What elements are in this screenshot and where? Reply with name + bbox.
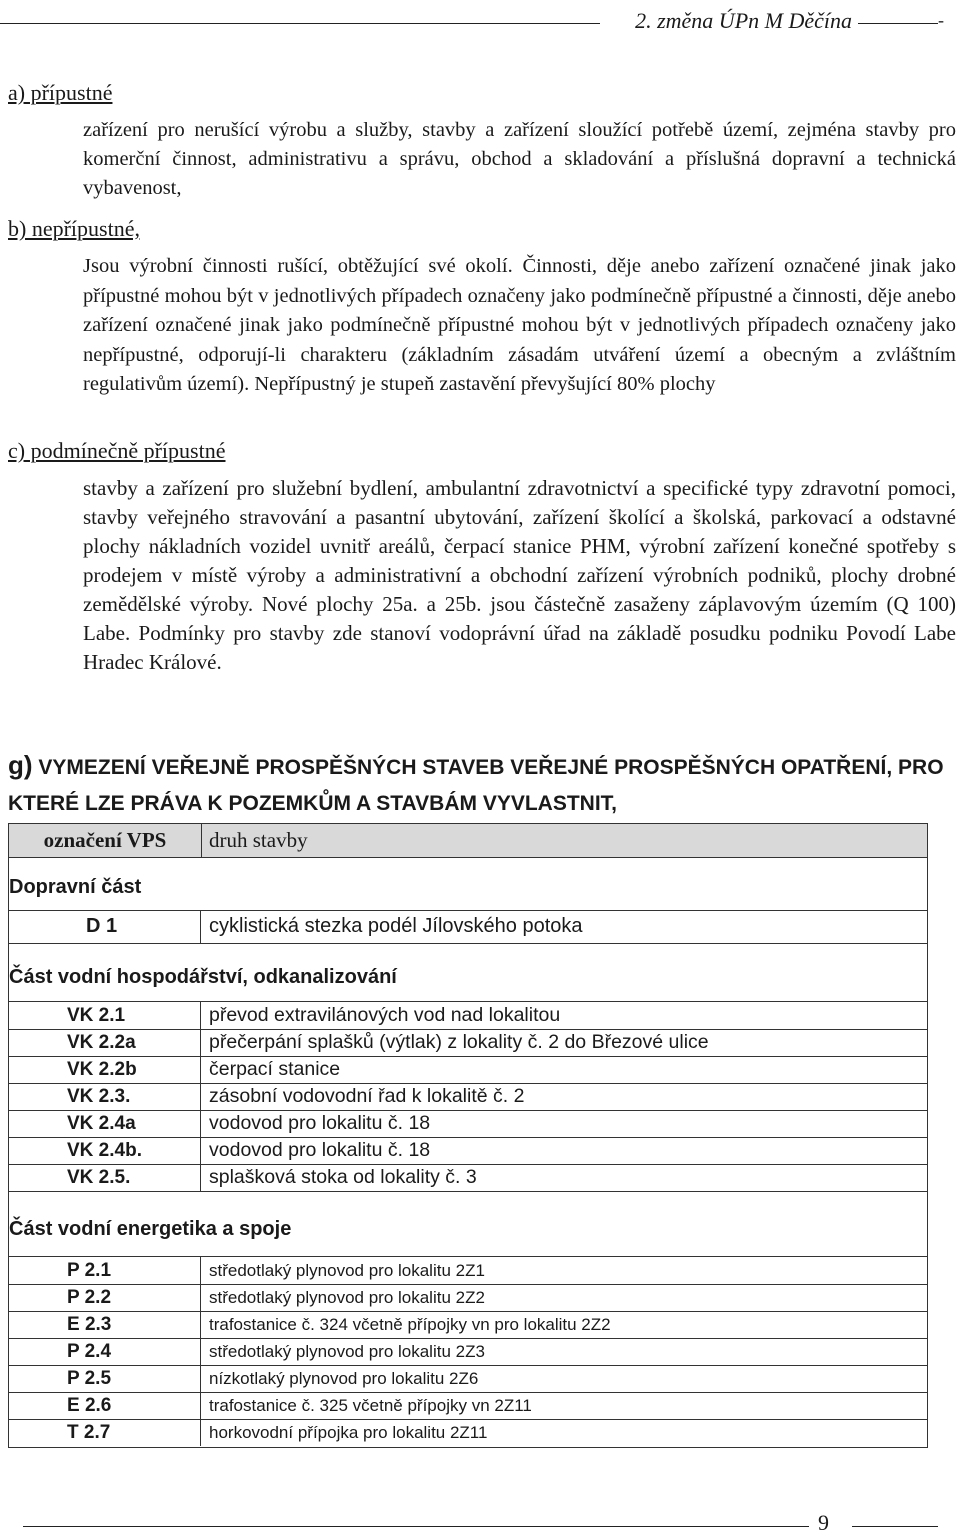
heading-c-conditional: c) podmínečně přípustné [8,438,226,463]
vps-table [8,823,928,1448]
row-code: VK 2.5. [9,1164,201,1191]
row-code: VK 2.4a [9,1110,201,1137]
row-code: VK 2.2b [9,1056,201,1083]
header-rule-right [858,23,938,24]
row-desc: čerpací stanice [209,1058,341,1080]
row-code: P 2.1 [9,1257,201,1284]
row-desc: trafostanice č. 325 včetně přípojky vn 2Z11 [209,1396,532,1415]
table-row [9,1311,927,1339]
table-row [9,910,927,944]
footer-rule [23,1526,809,1527]
row-desc: nízkotlaký plynovod pro lokalitu 2Z6 [209,1369,479,1388]
row-desc: horkovodní přípojka pro lokalitu 2Z11 [209,1423,488,1442]
row-code: P 2.4 [9,1338,201,1365]
row-code: D 1 [9,910,201,943]
table-row [9,1164,927,1192]
heading-b-forbidden: b) nepřípustné, [8,216,140,241]
header-dash: - [938,10,944,30]
row-desc: přečerpání splašků (výtlak) z lokality č. 2 do Březové ulice [209,1031,709,1053]
table-row [9,1002,927,1030]
row-desc: středotlaký plynovod pro lokalitu 2Z1 [209,1261,485,1280]
table-row [9,1419,927,1446]
page-number: 9 [818,1510,829,1535]
document-title: 2. změna ÚPn M Děčína [635,8,852,33]
section-g-title: VYMEZENÍ VEŘEJNĚ PROSPĚŠNÝCH STAVEB VEŘEJNÉ PROSPĚŠNÝCH OPATŘENÍ, PRO KTERÉ LZE PRÁVA K POZEMKŮM A STAVBÁM VYVLASTNIT, [8,756,944,815]
row-desc: cyklistická stezka podél Jílovského potoka [209,915,583,937]
col-header-code: označení VPS [9,824,202,857]
row-desc: středotlaký plynovod pro lokalitu 2Z3 [209,1342,485,1361]
category-vodni: Část vodní hospodářství, odkanalizování [9,966,397,988]
table-row [9,1284,927,1312]
table-row [9,1257,927,1285]
row-desc: trafostanice č. 324 včetně přípojky vn pro lokalitu 2Z2 [209,1315,611,1334]
row-desc: vodovod pro lokalitu č. 18 [209,1139,431,1161]
row-code: T 2.7 [9,1419,201,1446]
row-code: E 2.6 [9,1392,201,1419]
row-desc: středotlaký plynovod pro lokalitu 2Z2 [209,1288,485,1307]
table-row [9,1110,927,1138]
header-rule [0,23,600,24]
row-code: VK 2.2a [9,1029,201,1056]
table-row [9,1056,927,1084]
category-energetika: Část vodní energetika a spoje [9,1218,292,1240]
table-row [9,1083,927,1111]
row-desc: zásobní vodovodní řad k lokalitě č. 2 [209,1085,525,1107]
paragraph-c: stavby a zařízení pro služební bydlení, ambulantní zdravotnictví a specifické typy zdravotní pomoci, stavby veřejného stravování a pasantní ubytování, zařízení školící a školská, parkovací a odstavné plochy nákladních vozidel uvnitř areálů, čerpací stanice PHM, výrobní zařízení konečné spotřeby s prodejem v místě výroby a administrativní a obchodní zařízení výrobních podniků, plochy drobné zemědělské výroby. Nové plochy 25a. a 25b. jsou částečně zasaženy záplavovým územím (Q 100) Labe. Podmínky pro stavby zde stanoví vodoprávní úřad na základě posudku podniku Povodí Labe Hradec Králové. [83,476,956,674]
paragraph-a: zařízení pro nerušící výrobu a služby, stavby a zařízení sloužící potřebě území, zejména stavby pro komerční činnost, administrativu a správu, obchod a skladování a příslušná dopravní a technická vybavenost, [83,119,956,199]
table-header [9,824,927,858]
heading-a-permitted: a) přípustné [8,80,113,105]
table-row [9,1029,927,1057]
paragraph-b: Jsou výrobní činnosti rušící, obtěžující své okolí. Činnosti, děje anebo zařízení označené jinak jako přípustné mohou být v jednotlivých případech označeny jako podmínečně přípustné a činnosti, děje anebo zařízení označené jinak jako podmínečně přípustné mohou být v jednotlivých případech označeny jako nepřípustné, odporují-li charakteru (základním zásadám utváření území a obecným a zvláštním regulativům území). Nepřípustný je stupeň zastavění převyšující 80% plochy [83,255,956,395]
col-header-desc: druh stavby [209,828,308,852]
row-desc: splašková stoka od lokality č. 3 [209,1166,477,1188]
row-code: VK 2.1 [9,1002,201,1029]
row-desc: vodovod pro lokalitu č. 18 [209,1112,431,1134]
section-g-heading [8,747,948,822]
table-row [9,1137,927,1165]
row-code: E 2.3 [9,1311,201,1338]
row-code: VK 2.4b. [9,1137,201,1164]
running-header [0,4,960,34]
table-row [9,1365,927,1393]
row-code: P 2.2 [9,1284,201,1311]
section-g-letter: g) [8,750,33,780]
table-row [9,1338,927,1366]
row-code: VK 2.3. [9,1083,201,1110]
footer-rule-right [852,1526,938,1527]
row-code: P 2.5 [9,1365,201,1392]
row-desc: převod extravilánových vod nad lokalitou [209,1004,561,1026]
table-row [9,1392,927,1420]
category-dopravni: Dopravní část [9,876,142,898]
